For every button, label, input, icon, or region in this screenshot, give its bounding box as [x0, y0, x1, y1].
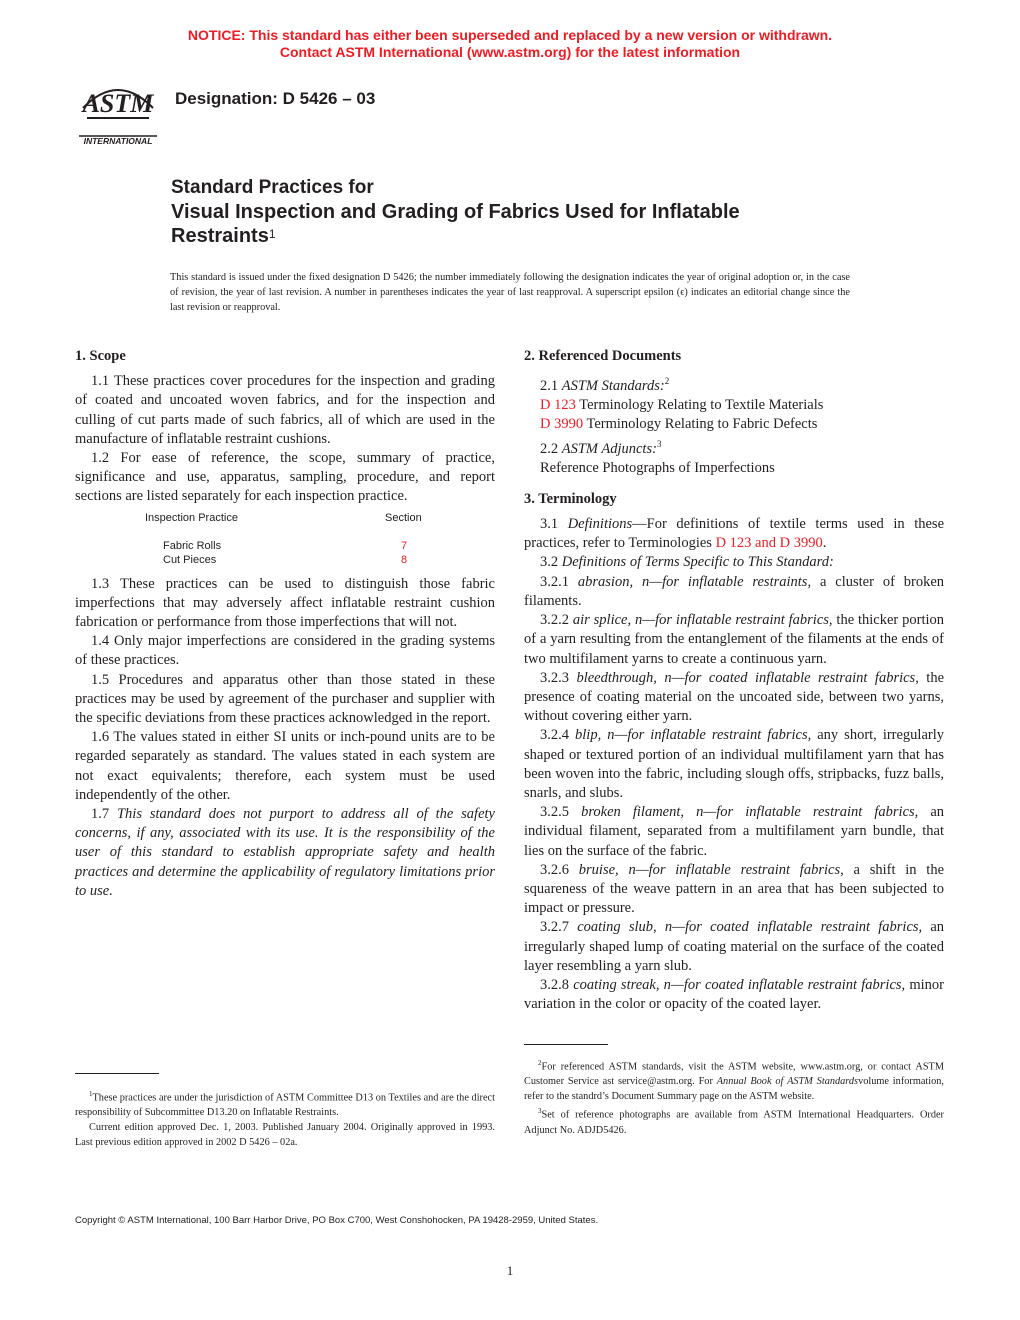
definition-3-2-8: [524, 976, 944, 1014]
definition-term: air splice,: [572, 612, 632, 629]
definition-term: blip,: [575, 727, 602, 744]
refdocs-2-1-text: ASTM Standards:: [561, 378, 665, 395]
term-3-1-term: Definitions: [567, 516, 633, 533]
scope-1-1: 1.1 These practices cover procedures for the inspection and grading of coated and uncoated woven fabrics, and for the inspection and culling of cut parts made of such fabrics, all of which are used in the manufacture of inflatable restraint cushions.: [75, 373, 495, 447]
definition-num: 3.2.8: [540, 976, 569, 993]
section-link[interactable]: 8: [401, 553, 408, 566]
footnote-2-text-b: volume information, refer to the standrd’s Document Summary page on the ASTM website.: [524, 1076, 944, 1103]
definition-3-2-3: [524, 669, 944, 727]
withdrawal-notice: [0, 27, 1020, 61]
refdocs-heading: 2. Referenced Documents: [524, 348, 682, 364]
document-title: [171, 176, 891, 248]
definition-text: a shift in the squareness of the weave pattern in an area that has been subjected to impact or pressure.: [524, 861, 945, 917]
term-3-1: 3.1 Definitions—For definitions of textile terms used in these practices, refer to Terminologies D 123 and D 3990.: [524, 516, 945, 552]
footnote-1: [75, 1087, 495, 1120]
footnote-1-text: These practices are under the jurisdiction of ASTM Committee D13 on Textiles and are the direct responsibility of Subcommittee D13.20 on Inflatable Restraints.: [75, 1092, 495, 1119]
term-3-2: [524, 553, 944, 572]
scope-1-6: 1.6 The values stated in either SI units or inch-pound units are to be regarded separately as standard. The values stated in each system are not exact equivalents; therefore, each system must be used independently of the other.: [75, 729, 495, 803]
astm-logo-text: ASTM: [82, 89, 154, 118]
title-footnote-mark: 1: [268, 227, 276, 241]
definition-text: a cluster of broken filaments.: [524, 573, 945, 609]
footnotes-left: [75, 1087, 495, 1150]
definition-text: an irregularly shaped lump of coating material on the surface of the coated layer resembling a yarn slub.: [524, 919, 945, 974]
refdocs-2-2-sup: 3: [656, 438, 662, 449]
title-line-1: Standard Practices for: [171, 177, 374, 198]
scope-1-3: 1.3 These practices can be used to distinguish those fabric imperfections that may adversely affect inflatable restraint cushion fabrication or performance from those imperfections that will not.: [75, 575, 495, 631]
issue-statement: This standard is issued under the fixed designation D 5426; the number immediately following the designation indicates the year of original adoption or, in the case of revision, the year of last revision. A number in parentheses indicates the year of last reapproval. A superscript epsilon (ϵ) indicates an editorial change since the last revision or reapproval.: [170, 272, 850, 313]
footnote-3-text: Set of reference photographs are available from ASTM International Headquarters. Order Adjunct No. ADJD5426.: [524, 1109, 944, 1136]
definition-text: any short, irregularly shaped or textured portion of an individual multifilament yarn that has been woven into the fabric, including slough offs, stripbacks, fuzz balls, snarls, and slubs.: [524, 727, 945, 801]
definition-scope: n—for inflatable restraint fabrics,: [696, 804, 919, 821]
scope-1-7-text: This standard does not purport to address all of the safety concerns, if any, associated with its use. It is the responsibility of the user of this standard to establish appropriate safety and health practices and determine the applicability of regulatory limitations prior to use.: [75, 806, 495, 899]
refdocs-2-2: [524, 435, 944, 459]
footnote-1-mark: 1: [89, 1090, 93, 1098]
d3990-link[interactable]: D 3990: [540, 416, 584, 433]
terminologies-link[interactable]: D 123 and D 3990: [715, 535, 823, 552]
definition-num: 3.2.4: [540, 727, 569, 744]
d123-title: Terminology Relating to Textile Materials: [579, 397, 824, 414]
term-3-2-text: Definitions of Terms Specific to This Standard:: [561, 554, 834, 571]
refdocs-2-1-sup: 2: [664, 376, 670, 387]
definition-scope: n—for inflatable restraint fabrics,: [628, 861, 844, 878]
table-col-practice: Inspection Practice: [145, 511, 238, 524]
definition-term: coating streak,: [573, 976, 660, 993]
footnote-rule-left: [75, 1073, 159, 1074]
title-line-2: Visual Inspection and Grading of Fabrics Used for Inflatable: [171, 201, 740, 223]
scope-1-7: [75, 805, 495, 901]
table-cell-practice: Fabric Rolls: [163, 539, 222, 552]
definition-num: 3.2.5: [540, 804, 569, 821]
table-cell-practice: Cut Pieces: [163, 553, 217, 566]
definition-3-2-5: [524, 803, 944, 861]
ref-d123: [524, 396, 944, 415]
scope-heading: 1. Scope: [75, 348, 126, 364]
right-column: [524, 347, 944, 1014]
refdocs-2-1: [524, 372, 944, 396]
notice-line-2: Contact ASTM International (www.astm.org) for the latest information: [279, 44, 741, 60]
definition-text: the presence of coating material on the uncoated side, between two yarns, without covering either yarn.: [524, 669, 945, 725]
definition-3-2-2: [524, 611, 944, 669]
definition-text: an individual filament, separated from a multifilament yarn bundle, that lies on the surface of the fabric.: [524, 804, 945, 859]
astm-logo: [77, 78, 159, 150]
definition-scope: n—for coated inflatable restraint fabrics,: [664, 669, 919, 686]
refdocs-2-1-num: 2.1: [540, 378, 559, 395]
section-link[interactable]: 7: [401, 539, 408, 552]
d3990-title: Terminology Relating to Fabric Defects: [586, 416, 818, 433]
definition-term: abrasion,: [577, 573, 634, 590]
definition-scope: n—for inflatable restraint fabrics,: [634, 612, 833, 629]
definition-term: broken filament,: [581, 804, 685, 821]
definition-scope: n—for inflatable restraint fabrics,: [607, 727, 812, 744]
astm-logo-subtext: INTERNATIONAL: [83, 136, 153, 146]
definition-num: 3.2.2: [540, 612, 569, 629]
scope-1-5: 1.5 Procedures and apparatus other than those stated in these practices may be used by agreement of the purchaser and supplier with the specific deviations from these practices acknowledged in the report.: [75, 671, 495, 727]
scope-1-2: 1.2 For ease of reference, the scope, summary of practice, significance and use, apparatus, sampling, procedure, and report sections are listed separately for each inspection practice.: [75, 450, 495, 505]
term-3-1-text: —For definitions of textile terms used in these practices, refer to Terminologies: [524, 516, 945, 552]
ref-d3990: [524, 415, 944, 434]
designation: Designation: D 5426 – 03: [175, 89, 376, 108]
definition-num: 3.2.6: [540, 861, 569, 878]
page-number: 1: [506, 1263, 514, 1278]
footnote-2-mark: 2: [538, 1059, 542, 1067]
inspection-practice-table: [75, 511, 495, 567]
definition-scope: n—for coated inflatable restraint fabrics,: [664, 919, 923, 936]
footnote-3-mark: 3: [538, 1107, 542, 1116]
left-column: [75, 347, 495, 901]
title-line-3: [171, 224, 891, 248]
definition-text: minor variation in the color or opacity of the coated layer.: [524, 976, 945, 1013]
definition-3-2-4: [524, 726, 944, 803]
footnote-2-italic: Annual Book of ASTM Standards: [716, 1076, 859, 1088]
table-col-section: Section: [385, 511, 422, 524]
definition-term: bruise,: [578, 861, 619, 878]
refdocs-2-2-num: 2.2: [540, 440, 559, 457]
terminology-heading: 3. Terminology: [524, 490, 617, 507]
definition-num: 3.2.1: [540, 573, 569, 590]
definition-3-2-6: [524, 861, 944, 919]
definition-scope: n—for inflatable restraints,: [641, 573, 812, 590]
definition-num: 3.2.3: [540, 669, 569, 686]
term-3-1-num: 3.1: [540, 516, 559, 533]
definition-num: 3.2.7: [540, 919, 569, 936]
refdocs-2-2-text: ASTM Adjuncts:: [561, 440, 657, 457]
scope-1-4: 1.4 Only major imperfections are considered in the grading systems of these practices.: [75, 633, 495, 669]
copyright: Copyright © ASTM International, 100 Barr Harbor Drive, PO Box C700, West Conshohocken, PA 19428-2959, United States.: [75, 1215, 599, 1226]
footnote-2-text-a: For referenced ASTM standards, visit the ASTM website, www.astm.org, or contact ASTM Customer Service ast service@astm.org. For: [524, 1061, 944, 1088]
scope-1-7-num: 1.7: [91, 806, 110, 823]
definition-scope: n—for coated inflatable restraint fabrics,: [663, 976, 906, 993]
table-row: [75, 553, 495, 567]
definition-term: bleedthrough,: [576, 669, 657, 686]
notice-line-1: NOTICE: This standard has either been superseded and replaced by a new version or withdrawn.: [187, 27, 833, 43]
footnote-2: [524, 1056, 944, 1104]
definitions-list: [524, 573, 944, 1015]
footnotes-right: [524, 1056, 944, 1138]
footnote-rule-right: [524, 1044, 608, 1045]
definition-3-2-1: [524, 573, 944, 611]
table-row: [75, 539, 495, 553]
term-3-2-num: 3.2: [540, 554, 559, 571]
footnote-1-approval: Current edition approved Dec. 1, 2003. Published January 2004. Originally approved in 1993. Last previous edition approved in 2002 D 5426 – 02a.: [75, 1122, 495, 1149]
definition-3-2-7: [524, 918, 944, 976]
footnote-3: [524, 1104, 944, 1137]
d123-link[interactable]: D 123: [540, 397, 576, 414]
definition-term: coating slub,: [577, 919, 657, 936]
table-header: [75, 511, 495, 525]
adjunct-item: Reference Photographs of Imperfections: [540, 459, 775, 476]
definition-text: the thicker portion of a yarn resulting from the entanglement of the filaments at the ends of two multifilament yarns to create a continuous yarn.: [524, 612, 945, 667]
title-line-3-text: Restraints: [171, 225, 269, 247]
